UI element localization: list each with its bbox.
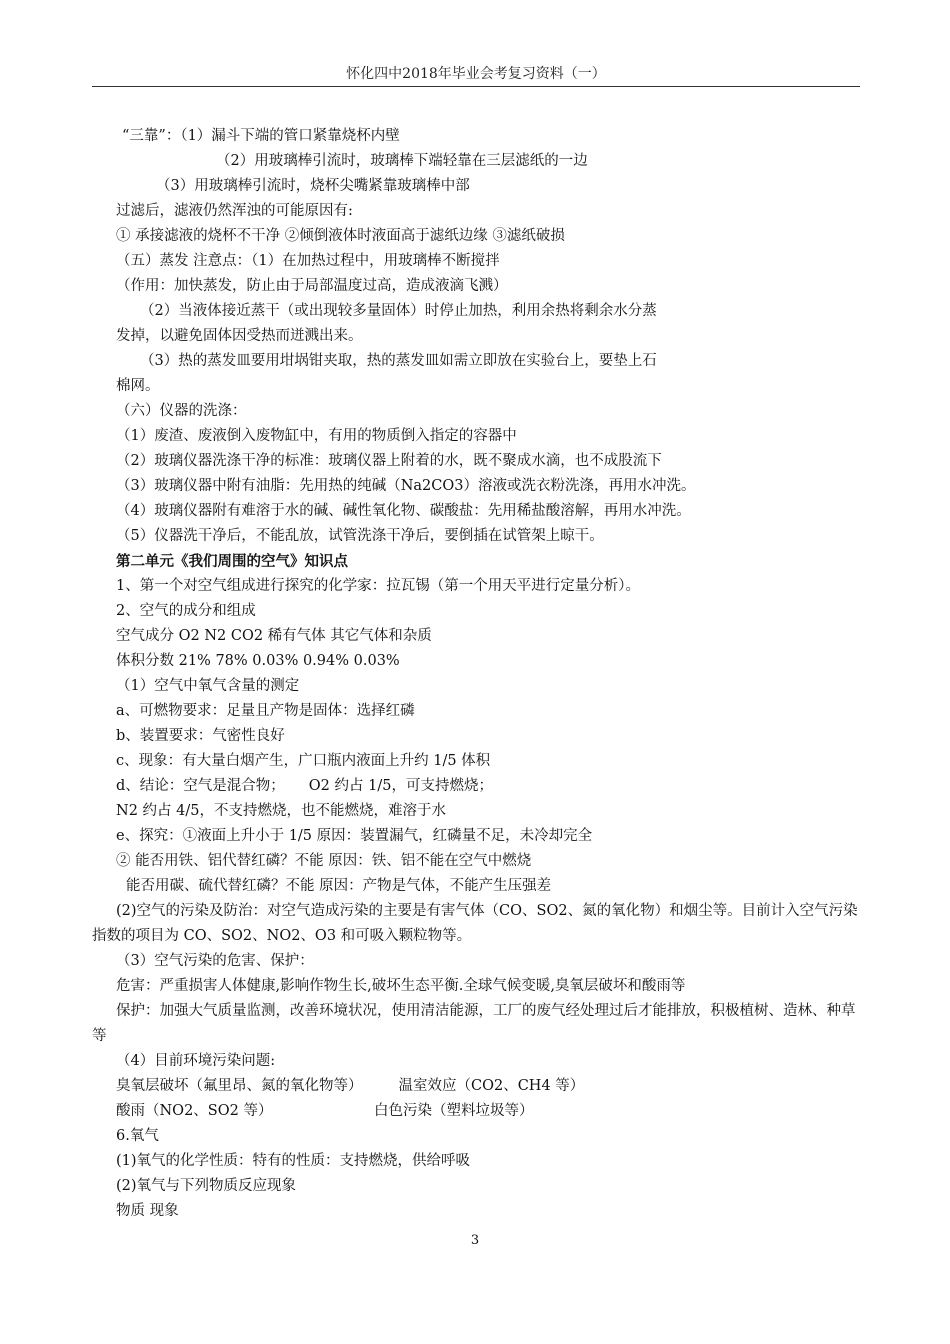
text-line: （3）热的蒸发皿要用坩埚钳夹取，热的蒸发皿如需立即放在实验台上，要垫上石 [140, 353, 657, 369]
text-line: e、探究：①液面上升小于 1/5 原因：装置漏气，红磷量不足，未冷却完全 [116, 828, 593, 844]
text-paragraph: (2)空气的污染及防治：对空气造成污染的主要是有害气体（CO、SO2、氮的氧化物）和烟尘等。目前计入空气污染指数的项目为 CO、SO2、NO2、O3 和可吸入颗粒物等。 [92, 903, 858, 944]
header-divider [92, 86, 860, 87]
text-segment: 酸雨（NO2、SO2 等） [116, 1103, 273, 1119]
text-line: (1)氧气的化学性质：特有的性质：支持燃烧，供给呼吸 [116, 1153, 471, 1169]
text-line: （3）用玻璃棒引流时，烧杯尖嘴紧靠玻璃棒中部 [156, 178, 470, 194]
text-line [92, 1099, 860, 1124]
text-line: 发掉，以避免固体因受热而迸溅出来。 [116, 328, 363, 344]
section-heading: 第二单元《我们周围的空气》知识点 [116, 553, 348, 570]
text-line: （五）蒸发 注意点：（1）在加热过程中，用玻璃棒不断搅拌 [116, 253, 500, 269]
text-line: （4）玻璃仪器附有难溶于水的碱、碱性氧化物、碳酸盐：先用稀盐酸溶解，再用水冲洗。 [116, 503, 691, 519]
text-line: （作用：加快蒸发，防止由于局部温度过高，造成液滴飞溅） [116, 278, 508, 294]
text-line: （1）空气中氧气含量的测定 [116, 678, 300, 694]
text-line: 能否用碳、硫代替红磷？不能 原因：产物是气体，不能产生压强差 [126, 878, 552, 894]
text-segment: 臭氧层破坏（氟里昂、氮的氧化物等） [116, 1078, 363, 1094]
text-segment: O2 约占 1/5，可支持燃烧； [308, 778, 493, 794]
page-header: 怀化四中2018年毕业会考复习资料（一） [346, 66, 606, 82]
text-segment: 白色污染（塑料垃圾等） [374, 1103, 534, 1119]
text-line: （1）废渣、废液倒入废物缸中，有用的物质倒入指定的容器中 [116, 428, 517, 444]
text-line: 危害：严重损害人体健康,影响作物生长,破坏生态平衡.全球气候变暖,臭氧层破坏和酸雨等 [116, 978, 686, 994]
text-line: （2）当液体接近蒸干（或出现较多量固体）时停止加热，利用余热将剩余水分蒸 [140, 303, 657, 319]
text-line: （2）用玻璃棒引流时，玻璃棒下端轻靠在三层滤纸的一边 [216, 153, 588, 169]
page-number: 3 [470, 1233, 480, 1248]
document-body [92, 124, 860, 1224]
text-line: 6.氧气 [116, 1128, 159, 1144]
text-line: ① 承接滤液的烧杯不干净 ②倾倒液体时液面高于滤纸边缘 ③滤纸破损 [116, 228, 565, 244]
text-line: （六）仪器的洗涤： [116, 403, 247, 419]
text-line: （4）目前环境污染问题: [116, 1053, 276, 1069]
text-line: 1、第一个对空气组成进行探究的化学家：拉瓦锡（第一个用天平进行定量分析）。 [116, 578, 640, 594]
text-line: (2)氧气与下列物质反应现象 [116, 1178, 297, 1194]
text-line: 棉网。 [116, 378, 160, 394]
text-segment: d、结论：空气是混合物； [116, 778, 285, 794]
text-line: （3）空气污染的危害、保护： [116, 953, 314, 969]
text-line [92, 774, 860, 799]
text-line: 过滤后，滤液仍然浑浊的可能原因有: [116, 203, 353, 219]
text-line: （3）玻璃仪器中附有油脂：先用热的纯碱（Na2CO3）溶液或洗衣粉洗涤，再用水冲洗。 [116, 478, 696, 494]
text-line: ② 能否用铁、铝代替红磷？不能 原因：铁、铝不能在空气中燃烧 [116, 853, 532, 869]
text-line: （5）仪器洗干净后，不能乱放，试管洗涤干净后，要倒插在试管架上晾干。 [116, 528, 604, 544]
text-paragraph: 保护：加强大气质量监测，改善环境状况，使用清洁能源，工厂的废气经处理过后才能排放，积极植树、造林、种草等 [92, 1003, 856, 1044]
text-line: （2）玻璃仪器洗涤干净的标准：玻璃仪器上附着的水，既不聚成水滴，也不成股流下 [116, 453, 662, 469]
text-segment: 温室效应（CO2、CH4 等） [398, 1078, 585, 1094]
text-line: c、现象：有大量白烟产生，广口瓶内液面上升约 1/5 体积 [116, 753, 491, 769]
text-line: “三靠”：（1）漏斗下端的管口紧靠烧杯内壁 [122, 128, 400, 144]
text-line: a、可燃物要求：足量且产物是固体：选择红磷 [116, 703, 415, 719]
text-line: 2、空气的成分和组成 [116, 603, 256, 619]
text-line: 体积分数 21% 78% 0.03% 0.94% 0.03% [116, 653, 400, 669]
text-line: 空气成分 O2 N2 CO2 稀有气体 其它气体和杂质 [116, 628, 432, 644]
text-line: b、装置要求：气密性良好 [116, 728, 285, 744]
text-line [92, 1074, 860, 1099]
text-line: N2 约占 4/5，不支持燃烧，也不能燃烧，难溶于水 [116, 803, 446, 819]
text-line: 物质 现象 [116, 1203, 179, 1219]
